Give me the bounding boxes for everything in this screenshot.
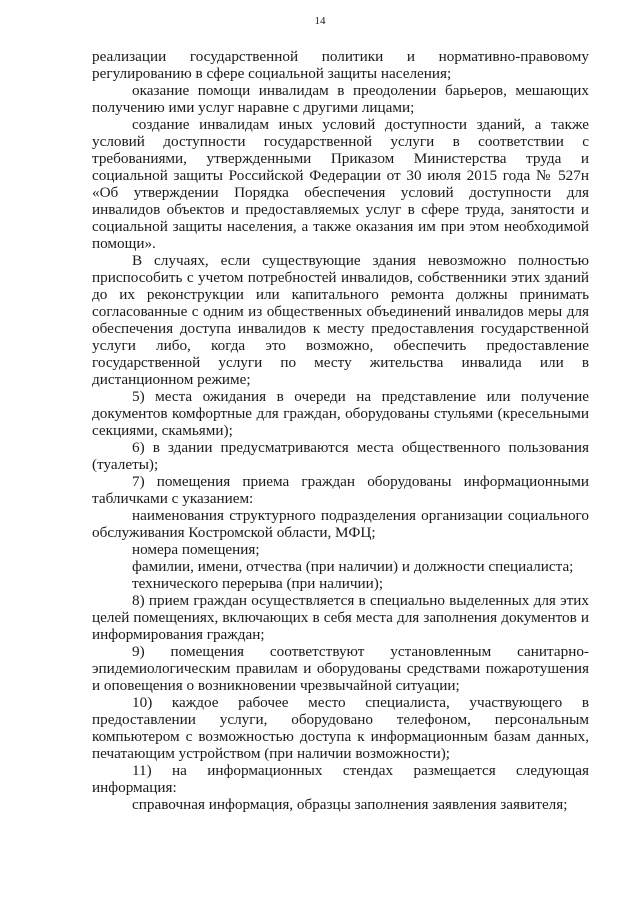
paragraph: фамилии, имени, отчества (при наличии) и должности специалиста; — [132, 558, 574, 575]
paragraph: номера помещения; — [132, 541, 260, 558]
paragraph: 11) на информационных стендах размещается следующая информация: — [92, 762, 589, 796]
paragraph: реализации государственной политики и нормативно-правовому регулированию в сфере социальной защиты населения; — [92, 48, 589, 82]
paragraph: технического перерыва (при наличии); — [132, 575, 384, 592]
paragraph: 8) прием граждан осуществляется в специально выделенных для этих целей помещениях, включающих в себя места для заполнения документов и информирования граждан; — [92, 592, 589, 643]
paragraph: В случаях, если существующие здания невозможно полностью приспособить с учетом потребностей инвалидов, собственники этих зданий до их реконструкции или капитального ремонта должны принимать согласованные с одним из общественных объединений инвалидов меры для обеспечения доступа инвалидов к месту предоставления государственной услуги либо, когда это возможно, обеспечить предоставление государственной услуги по месту жительства инвалида или в дистанционном режиме; — [92, 252, 589, 388]
paragraph: справочная информация, образцы заполнения заявления заявителя; — [132, 796, 568, 813]
paragraph: 5) места ожидания в очереди на представление или получение документов комфортные для граждан, оборудованы стульями (кресельными секциями, скамьями); — [92, 388, 589, 439]
paragraph: создание инвалидам иных условий доступности зданий, а также условий доступности государственной услуги в соответствии с требованиями, утвержденными Приказом Министерства труда и социальной защиты Российской Федерации от 30 июля 2015 года № 527н «Об утверждении Порядка обеспечения условий доступности для инвалидов объектов и предоставляемых услуг в сфере труда, занятости и социальной защиты населения, а также оказания им при этом необходимой помощи». — [92, 116, 589, 252]
paragraph: наименования структурного подразделения организации социального обслуживания Костромской области, МФЦ; — [92, 507, 589, 541]
paragraph: 6) в здании предусматриваются места общественного пользования (туалеты); — [92, 439, 589, 473]
paragraph: 9) помещения соответствуют установленным санитарно-эпидемиологическим правилам и оборудованы средствами пожаротушения и оповещения о возникновении чрезвычайной ситуации; — [92, 643, 589, 694]
paragraph: оказание помощи инвалидам в преодолении барьеров, мешающих получению ими услуг наравне с другими лицами; — [92, 82, 589, 116]
paragraph: 10) каждое рабочее место специалиста, участвующего в предоставлении услуги, оборудовано телефоном, персональным компьютером с возможностью доступа к информационным базам данных, печатающим устройством (при наличии возможности); — [92, 694, 589, 762]
page-body — [92, 48, 589, 813]
page-number: 14 — [314, 15, 326, 27]
paragraph: 7) помещения приема граждан оборудованы информационными табличками с указанием: — [92, 473, 589, 507]
